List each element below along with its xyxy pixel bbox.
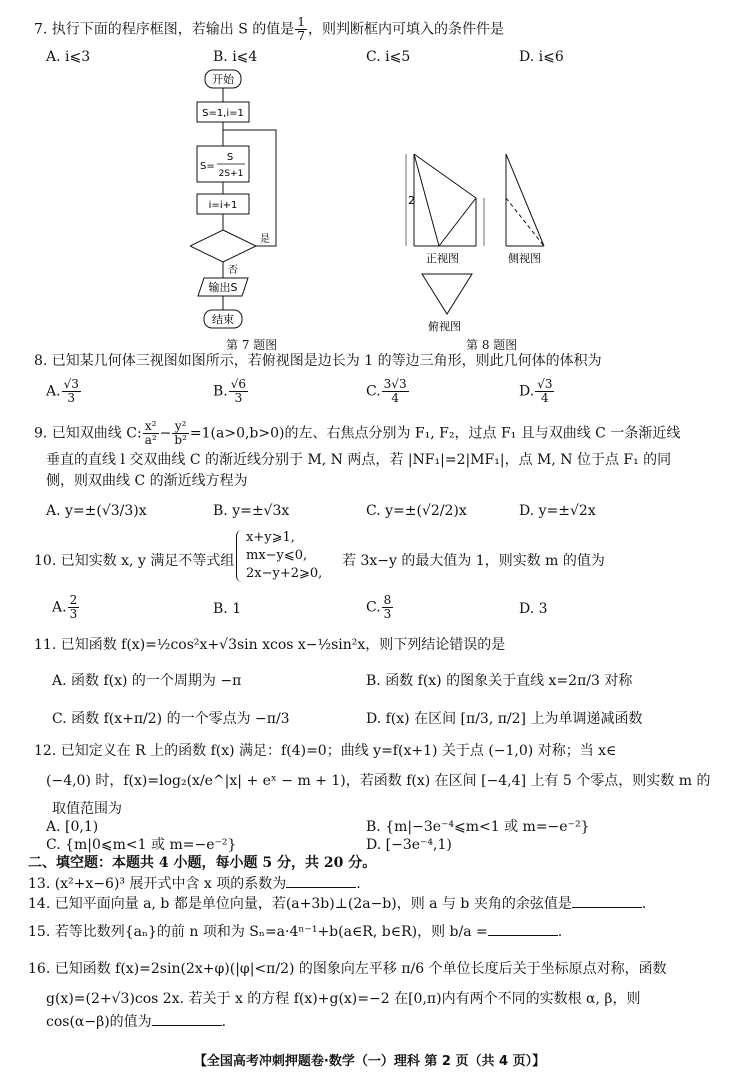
flow-start: 开始 [212, 73, 234, 86]
q12-line-3: 取值范围为 [52, 801, 122, 817]
q11-option-b: B. 函数 f(x) 的图象关于直线 x=2π/3 对称 [366, 673, 633, 689]
q9-option-b: B. y=±√3x [213, 503, 290, 519]
flow-incr: i=i+1 [208, 200, 238, 211]
flow-no: 否 [228, 265, 238, 276]
q10-stem-b: 若 3x−y 的最大值为 1，则实数 m 的值为 [342, 553, 605, 569]
q12-line-2: (−4,0) 时，f(x)=log₂(x/e^|x| + eˣ − m + 1)，若函数 f(x) 在区间 [−4,4] 上有 5 个零点，则实数 m 的 [46, 773, 711, 789]
q14-answer-blank[interactable] [572, 894, 642, 908]
q10-system-2: mx−y⩽0, [246, 548, 308, 563]
page-footer: 【全国高考冲刺押题卷·数学（一）理科 第 2 页（共 4 页）】 [193, 1054, 546, 1069]
flow-yes: 是 [260, 234, 270, 245]
q7-option-d: D. i⩽6 [519, 49, 564, 65]
q13: 13. (x²+x−6)³ 展开式中含 x 项的系数为 . [28, 876, 361, 892]
q7-option-b: B. i⩽4 [213, 49, 258, 65]
q12-option-c: C. {m|0⩽m<1 或 m=−e⁻²} [46, 837, 237, 853]
q11-option-c: C. 函数 f(x+π/2) 的一个零点为 −π/3 [52, 711, 290, 727]
flow-assign-den: 2S+1 [218, 169, 244, 179]
q12-option-b: B. {m|−3e⁻⁴⩽m<1 或 m=−e⁻²} [366, 819, 590, 835]
q8-caption: 第 8 题图 [466, 338, 518, 352]
q10-option-c: C. $\frac{8}{3}$ [366, 593, 392, 621]
q7-option-a: A. i⩽3 [46, 49, 91, 65]
q9-option-d: D. y=±√2x [519, 503, 596, 519]
q11-option-d: D. f(x) 在区间 [π/3, π/2] 上为单调递减函数 [366, 711, 643, 727]
q8-option-d: D. $\frac{√3}{4}$ [519, 377, 553, 405]
q7-caption: 第 7 题图 [226, 338, 278, 352]
q9-line-1: 9. 已知双曲线 C: $\frac{\text{x²}}{\text{a²}}$ − $\frac{\text{y²}}{\text{b²}}$ =1(a>0,b>0)的左、右焦点分别为 F₁, F₂，过点 F₁ 且与双曲线 C 一条渐近线 [34, 419, 681, 447]
flow-assign-lhs: S= [200, 161, 215, 172]
q8-top-label: 俯视图 [428, 320, 461, 333]
flow-init: S=1,i=1 [202, 108, 244, 119]
flow-output: 输出S [208, 281, 238, 294]
q12-line-1: 12. 已知定义在 R 上的函数 f(x) 满足：f(4)=0；曲线 y=f(x+1) 关于点 (−1,0) 对称；当 x∈ [34, 743, 617, 759]
q8-stem: 8. 已知某几何体三视图如图所示，若俯视图是边长为 1 的等边三角形，则此几何体的体积为 [34, 353, 602, 369]
q16-line-1: 16. 已知函数 f(x)=2sin(2x+φ)(|φ|<π/2) 的图象向左平移 π/6 个单位长度后关于坐标原点对称，函数 [28, 961, 667, 977]
q10-option-b: B. 1 [213, 601, 242, 617]
q11-stem: 11. 已知函数 f(x)=½cos²x+√3sin xcos x−½sin²x，则下列结论错误的是 [34, 637, 506, 653]
q14: 14. 已知平面向量 a, b 都是单位向量，若(a+3b)⊥(2a−b)，则 a 与 b 夹角的余弦值是 . [28, 896, 647, 912]
q16-line-2: g(x)=(2+√3)cos 2x. 若关于 x 的方程 f(x)+g(x)=−2 在[0,π)内有两个不同的实数根 α, β，则 [46, 991, 641, 1007]
q10-system-3: 2x−y+2⩾0, [246, 566, 323, 581]
q7-stem: 7. 执行下面的程序框图，若输出 S 的值是 $\frac{1}{7}$ ，则判断框内可填入的条件件是 [34, 15, 504, 43]
q8-option-a: A. $\frac{√3}{3}$ [46, 377, 79, 405]
q8-side-label: 侧视图 [508, 252, 541, 265]
q16-line-3: cos(α−β)的值为 . [46, 1014, 227, 1030]
flow-end: 结束 [212, 313, 234, 326]
q8-option-b: B. $\frac{√6}{3}$ [213, 377, 247, 405]
q8-front-label: 正视图 [426, 252, 459, 265]
q7-flowchart [190, 66, 310, 336]
q9-line-3: 侧，则双曲线 C 的渐近线方程为 [46, 473, 248, 489]
q15: 15. 若等比数列{aₙ}的前 n 项和为 Sₙ=a·4ⁿ⁻¹+b(a∈R, b∈R)，则 b/a = . [28, 924, 563, 940]
q9-option-c: C. y=±(√2/2)x [366, 503, 467, 519]
q10-system-1: x+y⩾1, [246, 530, 295, 545]
q12-option-d: D. [−3e⁻⁴,1) [366, 837, 452, 853]
q16-answer-blank[interactable] [152, 1012, 222, 1026]
q15-answer-blank[interactable] [488, 922, 558, 936]
flow-assign-num: S [226, 152, 234, 163]
q13-answer-blank[interactable] [286, 874, 356, 888]
q8-option-c: C. $\frac{3√3}{4}$ [366, 377, 407, 405]
q10-option-a: A. $\frac{2}{3}$ [52, 593, 78, 621]
q8-height-label: 2 [408, 194, 415, 207]
q10-stem-a: 10. 已知实数 x, y 满足不等式组 [34, 553, 235, 569]
q8-three-views [404, 148, 574, 338]
section-2-heading: 二、填空题：本题共 4 小题，每小题 5 分，共 20 分。 [28, 855, 377, 871]
q7-option-c: C. i⩽5 [366, 49, 411, 65]
q10-option-d: D. 3 [519, 601, 548, 617]
q9-option-a: A. y=±(√3/3)x [46, 503, 147, 519]
q10-brace [236, 530, 242, 582]
q7-fraction: $\frac{1}{7}$ [297, 15, 305, 43]
q12-option-a: A. [0,1) [46, 819, 99, 835]
q9-line-2: 垂直的直线 l 交双曲线 C 的渐近线分别于 M, N 两点，若 |NF₁|=2|MF₁|，点 M, N 位于点 F₁ 的同 [46, 452, 672, 468]
q11-option-a: A. 函数 f(x) 的一个周期为 −π [52, 673, 242, 689]
